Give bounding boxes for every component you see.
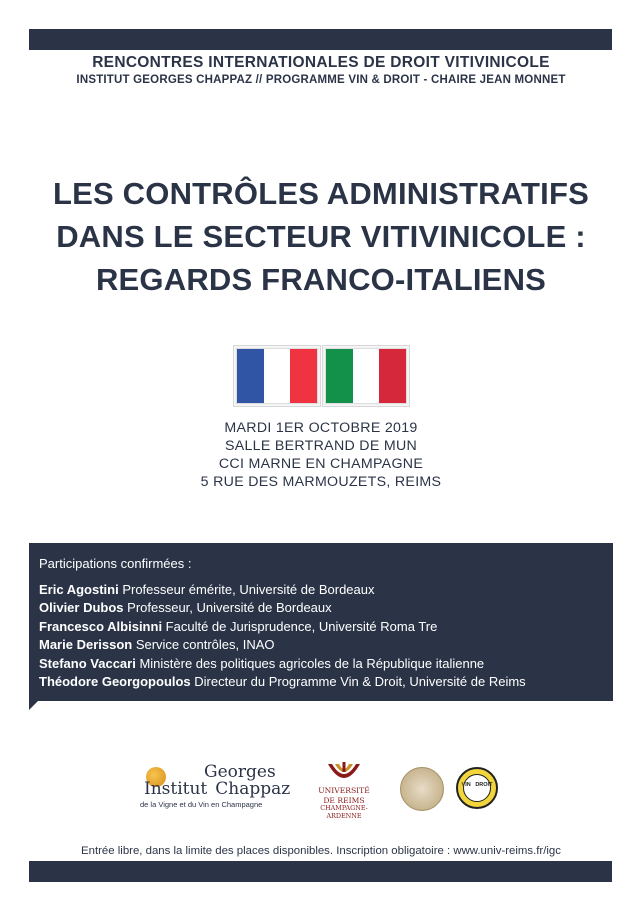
page-title: [0, 172, 642, 301]
participant-role: Professeur, Université de Bordeaux: [123, 600, 332, 616]
participant-role: Service contrôles, INAO: [132, 637, 275, 653]
participant-name: Marie Derisson: [39, 637, 133, 653]
participant-name: Olivier Dubos: [39, 600, 124, 616]
event-room: SALLE BERTRAND DE MUN: [224, 438, 418, 454]
scales-icon: [463, 774, 491, 802]
participant-role: Professeur émérite, Université de Bordeaux: [118, 582, 375, 597]
title-line-3: REGARDS FRANCO-ITALIENS: [95, 262, 547, 297]
bottom-bar: [29, 861, 612, 882]
participant-role: Ministère des politiques agricoles de la République italienne: [135, 655, 485, 671]
vin-droit-logo: [456, 767, 498, 809]
igc-georges: Georges: [204, 762, 276, 782]
participant-role: Directeur du Programme Vin & Droit, Université de Reims: [190, 674, 526, 690]
participant-item: [39, 581, 526, 599]
flag-stripe: [379, 349, 406, 403]
event-venue: CCI MARNE EN CHAMPAGNE: [218, 456, 424, 472]
participant-item: [39, 618, 526, 636]
igc-tagline: de la Vigne et du Vin en Champagne: [140, 800, 263, 809]
header-subtitle: INSTITUT GEORGES CHAPPAZ // PROGRAMME VIN & DROIT - CHAIRE JEAN MONNET: [76, 74, 566, 86]
participant-item: [39, 636, 526, 654]
italy-flag-icon: [326, 349, 406, 403]
panel-notch: [29, 700, 39, 710]
footer-text: Entrée libre, dans la limite des places disponibles. Inscription obligatoire : www.univ-reims.fr/igc: [81, 845, 561, 857]
urca-line-3: CHAMPAGNE-ARDENNE: [320, 804, 368, 820]
university-seal-icon: [400, 767, 444, 811]
participant-item: [39, 673, 526, 691]
urca-line-2: DE REIMS: [323, 795, 365, 805]
urca-logo: [308, 762, 380, 818]
participants-list: [39, 581, 526, 691]
participant-item: [39, 655, 526, 673]
urca-line-1: UNIVERSITÉ: [318, 786, 370, 795]
title-line-1: LES CONTRÔLES ADMINISTRATIFS: [52, 176, 590, 211]
flag-stripe: [290, 349, 317, 403]
participant-name: Théodore Georgopoulos: [39, 674, 191, 690]
flag-stripe: [237, 349, 264, 403]
title-line-2: DANS LE SECTEUR VITIVINICOLE :: [56, 219, 586, 254]
top-bar: [29, 29, 612, 50]
institut-chappaz-logo: [140, 760, 291, 818]
vd-right: DROIT: [475, 782, 493, 788]
participant-role: Faculté de Jurisprudence, Université Roma Tre: [162, 618, 438, 634]
partner-logos: [0, 760, 642, 820]
urca-emblem-icon: [324, 762, 364, 786]
igc-chappaz: Chappaz: [215, 779, 291, 799]
participant-name: Eric Agostini: [39, 582, 119, 597]
participants-panel: [29, 543, 613, 701]
vd-left: VIN: [461, 782, 471, 788]
participants-heading: Participations confirmées :: [39, 556, 192, 571]
event-info: [0, 419, 642, 491]
flag-stripe: [353, 349, 380, 403]
france-flag-icon: [237, 349, 317, 403]
event-address: 5 RUE DES MARMOUZETS, REIMS: [200, 474, 442, 490]
participant-item: [39, 599, 526, 617]
flag-stripe: [264, 349, 291, 403]
igc-institut: Institut: [144, 779, 208, 799]
header-title: RENCONTRES INTERNATIONALES DE DROIT VITIVINICOLE: [92, 54, 550, 71]
flag-stripe: [326, 349, 353, 403]
event-date: MARDI 1ER OCTOBRE 2019: [224, 420, 418, 436]
participant-name: Francesco Albisinni: [39, 618, 163, 634]
participant-name: Stefano Vaccari: [39, 655, 136, 671]
